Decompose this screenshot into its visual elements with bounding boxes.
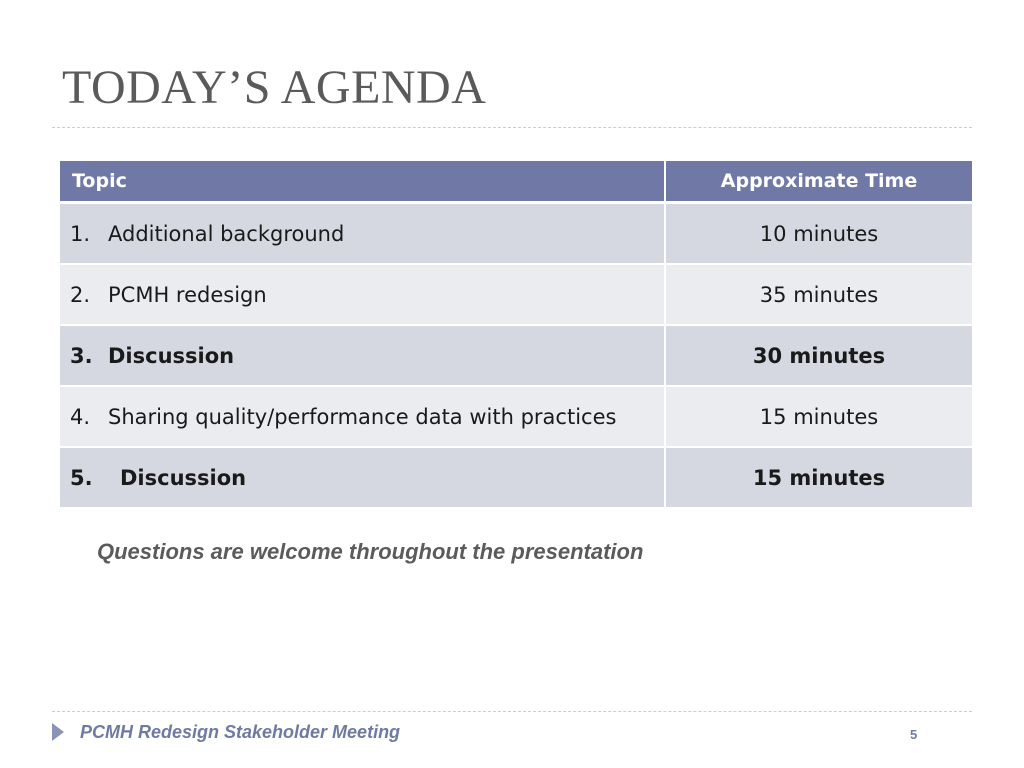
topic-cell xyxy=(60,386,665,447)
item-number: 5. xyxy=(70,465,93,490)
table-row xyxy=(60,447,972,508)
time-cell: 10 minutes xyxy=(665,203,972,265)
table-header-row xyxy=(60,161,972,203)
time-cell: 35 minutes xyxy=(665,264,972,325)
topic-cell xyxy=(60,203,665,265)
item-number: 3. xyxy=(70,343,93,368)
agenda-table xyxy=(60,161,972,509)
time-cell: 30 minutes xyxy=(665,325,972,386)
time-cell: 15 minutes xyxy=(665,447,972,508)
footer-title: PCMH Redesign Stakeholder Meeting xyxy=(80,722,401,742)
topic-cell xyxy=(60,264,665,325)
column-header-topic: Topic xyxy=(60,161,665,203)
table-row xyxy=(60,203,972,265)
page-number: 5 xyxy=(910,727,918,742)
topic-text: Additional background xyxy=(108,221,345,246)
item-number: 1. xyxy=(70,221,91,246)
item-number: 2. xyxy=(70,282,91,307)
footer-divider xyxy=(52,711,972,712)
topic-text: Discussion xyxy=(120,465,247,490)
item-number: 4. xyxy=(70,404,91,429)
topic-text: PCMH redesign xyxy=(108,282,267,307)
table-row xyxy=(60,264,972,325)
table-row xyxy=(60,386,972,447)
topic-cell xyxy=(60,447,665,508)
play-triangle-icon xyxy=(52,723,64,741)
time-cell: 15 minutes xyxy=(665,386,972,447)
questions-note: Questions are welcome throughout the presentation xyxy=(97,539,644,564)
topic-text: Discussion xyxy=(108,343,235,368)
title-divider xyxy=(52,127,972,128)
slide-title: TODAY’S AGENDA xyxy=(62,61,487,114)
column-header-time: Approximate Time xyxy=(665,161,972,203)
topic-cell xyxy=(60,325,665,386)
table-row xyxy=(60,325,972,386)
topic-text: Sharing quality/performance data with practices xyxy=(108,404,617,429)
